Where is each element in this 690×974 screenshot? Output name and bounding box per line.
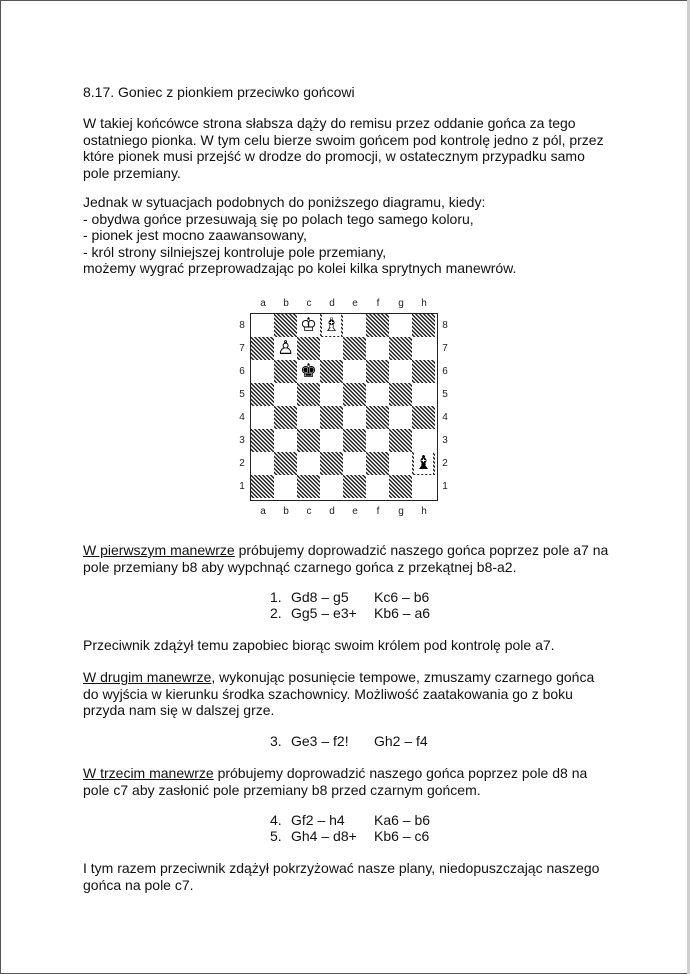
file-label-bottom: e <box>352 506 358 517</box>
square-g6 <box>389 360 412 383</box>
text-line: które pionek musi przejść w drodze do promocji, w ostatecznym przypadku samo <box>83 148 585 164</box>
square-h5 <box>412 383 435 406</box>
file-label-top: b <box>283 298 289 309</box>
rank-label-left: 7 <box>239 342 245 354</box>
square-g8 <box>389 314 412 337</box>
rank-label-right: 1 <box>442 480 448 492</box>
square-a5 <box>251 383 274 406</box>
square-e4 <box>343 406 366 429</box>
chess-board <box>251 314 435 498</box>
text-line: pole c7 aby zasłonić pole przemiany b8 przed czarnym gońcem. <box>83 781 481 798</box>
paragraph-manoeuvre-3 <box>83 765 623 798</box>
rank-label-right: 6 <box>442 365 448 377</box>
text-line: przyda nam się w dalszej grze. <box>83 702 275 718</box>
text-line: - obydwa gońce przesuwają się po polach tego samego koloru, <box>83 210 474 227</box>
file-label-top: h <box>421 298 427 309</box>
text-line: I tym razem przeciwnik zdążył pokrzyżować nasze plany, niedopuszczając naszego <box>83 860 600 876</box>
square-c5 <box>297 383 320 406</box>
square-f2 <box>366 452 389 475</box>
square-f4 <box>366 406 389 429</box>
white-move: Gg5 – e3+ <box>291 605 357 621</box>
square-f6 <box>366 360 389 383</box>
square-d7 <box>320 337 343 360</box>
square-h6 <box>412 360 435 383</box>
square-a6 <box>251 360 274 383</box>
rank-label-right: 7 <box>442 342 448 354</box>
square-h8 <box>412 314 435 337</box>
square-e8 <box>343 314 366 337</box>
chess-board-border <box>250 313 438 501</box>
file-label-bottom: a <box>260 506 266 517</box>
file-label-bottom: h <box>421 506 427 517</box>
file-label-top: f <box>376 298 380 309</box>
square-f1 <box>366 475 389 498</box>
file-label-top: g <box>398 298 404 309</box>
rank-label-left: 8 <box>239 319 245 331</box>
section-heading: 8.17. Goniec z pionkiem przeciwko gońcowi <box>83 84 355 100</box>
rank-label-right: 3 <box>442 434 448 446</box>
white-move: Gd8 – g5 <box>291 589 349 605</box>
file-label-bottom: c <box>306 506 312 517</box>
file-label-top: c <box>306 298 312 309</box>
text-line: możemy wygrać przeprowadzając po kolei kilka sprytnych manewrów. <box>83 260 517 276</box>
text-line: próbujemy doprowadzić naszego gońca poprzez pole d8 na <box>213 765 588 781</box>
manoeuvre-label: W drugim manewrze <box>83 669 212 685</box>
square-c7 <box>297 337 320 360</box>
white-bishop-piece <box>320 314 343 337</box>
text-line: do wyjścia w kierunku środka szachownicy. Możliwość zaatakowania go z boku <box>83 685 573 702</box>
black-king-piece <box>297 360 320 383</box>
square-g1 <box>389 475 412 498</box>
rank-label-left: 5 <box>239 388 245 400</box>
square-e7 <box>343 337 366 360</box>
black-move: Kc6 – b6 <box>374 589 430 605</box>
square-e6 <box>343 360 366 383</box>
rank-label-right: 4 <box>442 411 448 423</box>
black-move: Kb6 – a6 <box>374 605 431 621</box>
square-b8 <box>274 314 297 337</box>
text-line: pole przemiany b8 aby wypchnąć czarnego gońca z przekątnej b8-a2. <box>83 558 517 575</box>
file-label-bottom: b <box>283 506 289 517</box>
paragraph-manoeuvre-2 <box>83 669 623 719</box>
white-bishop-glyph: ♗ <box>322 314 341 336</box>
rank-label-left: 2 <box>239 457 245 469</box>
text-line: ostatniego pionka. W tym celu bierze swoim gońcem pod kontrolę jedno z pól, przez <box>83 131 604 148</box>
square-g3 <box>389 429 412 452</box>
rank-label-left: 1 <box>239 480 245 492</box>
square-g7 <box>389 337 412 360</box>
square-d1 <box>320 475 343 498</box>
square-g2 <box>389 452 412 475</box>
white-pawn-glyph: ♙ <box>276 337 295 359</box>
square-e3 <box>343 429 366 452</box>
black-bishop-piece <box>412 452 435 475</box>
white-king-glyph: ♔ <box>299 314 318 336</box>
paragraph-conclusion <box>83 860 623 893</box>
square-a1 <box>251 475 274 498</box>
file-label-bottom: d <box>329 506 335 517</box>
square-h1 <box>412 475 435 498</box>
text-line: - pionek jest mocno zaawansowany, <box>83 227 307 243</box>
white-move: Gf2 – h4 <box>291 812 345 828</box>
square-b3 <box>274 429 297 452</box>
text-line: pole przemiany. <box>83 164 181 181</box>
square-c2 <box>297 452 320 475</box>
move-number: 1. <box>270 589 282 605</box>
file-label-top: a <box>260 298 266 309</box>
file-label-top: e <box>352 298 358 309</box>
square-a4 <box>251 406 274 429</box>
square-d6 <box>320 360 343 383</box>
square-a2 <box>251 452 274 475</box>
file-label-bottom: g <box>398 506 404 517</box>
manoeuvre-label: W trzecim manewrze <box>83 765 214 781</box>
white-pawn-piece <box>274 337 297 360</box>
square-h4 <box>412 406 435 429</box>
move-number: 4. <box>270 812 282 828</box>
square-d2 <box>320 452 343 475</box>
paragraph-intro <box>83 115 623 181</box>
text-line: Jednak w sytuacjach podobnych do poniższego diagramu, kiedy: <box>83 194 486 210</box>
white-king-piece <box>297 314 320 337</box>
black-move: Ka6 – b6 <box>374 812 431 828</box>
square-h3 <box>412 429 435 452</box>
white-move: Gh4 – d8+ <box>291 828 357 844</box>
square-c4 <box>297 406 320 429</box>
black-move: Kb6 – c6 <box>374 828 430 844</box>
square-d3 <box>320 429 343 452</box>
square-b5 <box>274 383 297 406</box>
rank-label-left: 3 <box>239 434 245 446</box>
square-e5 <box>343 383 366 406</box>
move-number: 5. <box>270 828 282 844</box>
paragraph-response-1: Przeciwnik zdążył temu zapobiec biorąc swoim królem pod kontrolę pole a7. <box>83 637 555 653</box>
move-number: 2. <box>270 605 282 621</box>
square-d4 <box>320 406 343 429</box>
rank-label-right: 5 <box>442 388 448 400</box>
square-b1 <box>274 475 297 498</box>
text-line: gońca na pole c7. <box>83 876 194 893</box>
paragraph-conditions <box>83 194 623 277</box>
square-a7 <box>251 337 274 360</box>
rank-label-left: 6 <box>239 365 245 377</box>
black-king-glyph: ♚ <box>299 360 318 382</box>
text-line: - król strony silniejszej kontroluje pole przemiany, <box>83 243 387 260</box>
square-h7 <box>412 337 435 360</box>
white-move: Ge3 – f2! <box>291 733 349 749</box>
square-f8 <box>366 314 389 337</box>
square-f3 <box>366 429 389 452</box>
black-bishop-glyph: ♝ <box>414 452 433 474</box>
square-b6 <box>274 360 297 383</box>
square-c1 <box>297 475 320 498</box>
square-b4 <box>274 406 297 429</box>
square-f5 <box>366 383 389 406</box>
square-f7 <box>366 337 389 360</box>
square-g5 <box>389 383 412 406</box>
square-e2 <box>343 452 366 475</box>
rank-label-right: 8 <box>442 319 448 331</box>
paragraph-manoeuvre-1 <box>83 542 623 575</box>
text-line: , wykonując posunięcie tempowe, zmuszamy czarnego gońca <box>211 669 595 685</box>
text-line: próbujemy doprowadzić naszego gońca poprzez pole a7 na <box>234 542 609 558</box>
manoeuvre-label: W pierwszym manewrze <box>83 542 235 558</box>
text-line: W takiej końcówce strona słabsza dąży do remisu przez oddanie gońca za tego <box>83 115 576 131</box>
square-g4 <box>389 406 412 429</box>
square-a3 <box>251 429 274 452</box>
file-label-top: d <box>329 298 335 309</box>
square-c3 <box>297 429 320 452</box>
square-a8 <box>251 314 274 337</box>
rank-label-left: 4 <box>239 411 245 423</box>
rank-label-right: 2 <box>442 457 448 469</box>
square-e1 <box>343 475 366 498</box>
move-number: 3. <box>270 733 282 749</box>
square-b2 <box>274 452 297 475</box>
file-label-bottom: f <box>376 506 380 517</box>
square-d5 <box>320 383 343 406</box>
black-move: Gh2 – f4 <box>374 733 428 749</box>
